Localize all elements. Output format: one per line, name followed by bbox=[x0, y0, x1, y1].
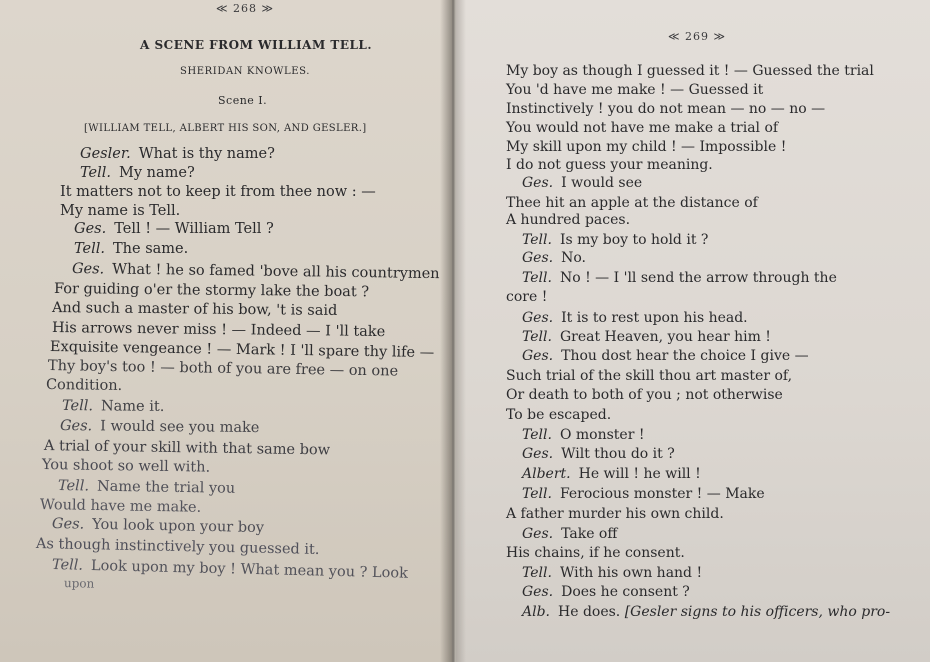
scene-title: A SCENE FROM WILLIAM TELL. bbox=[140, 38, 373, 52]
dialogue: It matters not to keep it from thee now : — bbox=[60, 184, 376, 200]
dialogue: A trial of your skill with that same bow bbox=[43, 438, 331, 459]
speaker: Ges. bbox=[74, 221, 107, 237]
speaker: Tell. bbox=[74, 241, 106, 257]
speaker: Tell. bbox=[57, 478, 90, 495]
dialogue: upon bbox=[63, 576, 95, 591]
text-line bbox=[52, 515, 264, 537]
left-page bbox=[0, 0, 452, 662]
right-page-number: ≪ 269 ≫ bbox=[668, 30, 727, 43]
text-line bbox=[80, 145, 275, 163]
text-line bbox=[522, 465, 701, 483]
book-gutter bbox=[440, 0, 466, 662]
dialogue: You look upon your boy bbox=[92, 516, 265, 537]
text-line bbox=[506, 81, 763, 99]
dialogue: What ! he so famed 'bove all his countrymen bbox=[112, 261, 440, 283]
text-line bbox=[54, 280, 369, 301]
dialogue: My skill upon my child ! — Impossible ! bbox=[506, 139, 787, 155]
dialogue: Does he consent ? bbox=[561, 584, 690, 600]
text-line bbox=[40, 496, 201, 517]
text-line bbox=[74, 240, 188, 258]
speaker: Ges. bbox=[522, 348, 554, 364]
text-line bbox=[506, 367, 792, 385]
speaker: Ges. bbox=[51, 516, 85, 533]
text-line bbox=[506, 100, 825, 118]
dialogue: With his own hand ! bbox=[559, 565, 703, 581]
speaker: Ges. bbox=[522, 584, 554, 600]
speaker: Ges. bbox=[522, 526, 554, 542]
dialogue: His arrows never miss ! — Indeed — I 'll take bbox=[51, 320, 386, 341]
speaker: Ges. bbox=[522, 446, 554, 462]
dialogue: For guiding o'er the stormy lake the boat ? bbox=[53, 281, 370, 301]
text-line bbox=[36, 535, 320, 559]
speaker: Ges. bbox=[522, 310, 554, 326]
text-line bbox=[522, 564, 702, 582]
dialogue: I do not guess your meaning. bbox=[506, 157, 713, 173]
text-line bbox=[506, 288, 547, 306]
dialogue: Take off bbox=[561, 526, 618, 542]
text-line bbox=[52, 299, 338, 320]
dialogue: Is my boy to hold it ? bbox=[559, 232, 709, 248]
dialogue: Condition. bbox=[45, 377, 123, 394]
dialogue: And such a master of his bow, 't is said bbox=[51, 300, 338, 319]
text-line bbox=[52, 319, 385, 341]
text-line bbox=[506, 505, 724, 523]
left-page-number: ≪ 268 ≫ bbox=[216, 2, 275, 15]
dialogue: He will ! he will ! bbox=[578, 466, 701, 482]
text-line bbox=[80, 164, 195, 182]
dialogue: No. bbox=[561, 250, 586, 266]
dialogue: His chains, if he consent. bbox=[506, 545, 685, 561]
dialogue: Name the trial you bbox=[96, 478, 236, 497]
dialogue: What is thy name? bbox=[138, 146, 275, 162]
dialogue: Tell ! — William Tell ? bbox=[114, 221, 274, 237]
dialogue: My boy as though I guessed it ! — Guessed the trial bbox=[506, 63, 874, 79]
dialogue: You 'd have me make ! — Guessed it bbox=[506, 82, 764, 98]
text-line bbox=[60, 202, 180, 220]
text-line bbox=[74, 220, 274, 238]
text-line bbox=[46, 376, 122, 395]
text-line bbox=[506, 62, 874, 80]
scene-heading: Scene I. bbox=[218, 94, 268, 107]
text-line bbox=[62, 397, 165, 416]
text-line bbox=[522, 269, 837, 287]
text-line bbox=[522, 174, 642, 192]
dialogue: To be escaped. bbox=[506, 407, 612, 423]
dialogue: Thou dost hear the choice I give — bbox=[561, 348, 809, 364]
text-line bbox=[72, 260, 440, 283]
dialogue: Ferocious monster ! — Make bbox=[559, 486, 765, 502]
dialogue: Instinctively ! you do not mean — no — no — bbox=[506, 101, 826, 117]
dialogue: core ! bbox=[506, 289, 548, 305]
dialogue: You would not have me make a trial of bbox=[506, 120, 779, 136]
dialogue: A father murder his own child. bbox=[506, 506, 724, 522]
text-line bbox=[522, 309, 748, 327]
dialogue: The same. bbox=[113, 241, 189, 257]
dialogue: He does. bbox=[558, 604, 621, 620]
speaker: Tell. bbox=[522, 427, 552, 443]
text-line bbox=[506, 156, 713, 174]
dialogue: Or death to both of you ; not otherwise bbox=[506, 387, 783, 403]
text-line bbox=[522, 603, 890, 621]
dialogue: Wilt thou do it ? bbox=[561, 446, 675, 462]
text-line bbox=[506, 406, 611, 424]
dialogue: Great Heaven, you hear him ! bbox=[559, 329, 771, 345]
speaker: Tell. bbox=[522, 270, 552, 286]
dialogue: I would see bbox=[561, 175, 643, 191]
dialogue: Thy boy's too ! — both of you are free — on one bbox=[47, 358, 399, 380]
text-line bbox=[522, 426, 644, 444]
dialogue: O monster ! bbox=[559, 427, 645, 443]
text-line bbox=[522, 347, 809, 365]
dialogue: No ! — I 'll send the arrow through the bbox=[559, 270, 837, 286]
speaker: Gesler. bbox=[80, 146, 131, 162]
author-name: SHERIDAN KNOWLES. bbox=[180, 66, 311, 77]
speaker: Tell. bbox=[61, 398, 94, 415]
speaker: Tell. bbox=[522, 232, 552, 248]
speaker: Tell. bbox=[51, 557, 84, 574]
text-line bbox=[506, 544, 685, 562]
text-line bbox=[522, 485, 765, 503]
dialogue: My name is Tell. bbox=[60, 203, 181, 219]
speaker: Alb. bbox=[522, 604, 550, 620]
dialogue: Would have me make. bbox=[39, 497, 202, 516]
dialogue: I would see you make bbox=[100, 418, 260, 437]
dialogue: Look upon my boy ! What mean you ? Look bbox=[90, 557, 409, 582]
dialogue: It is to rest upon his head. bbox=[561, 310, 748, 326]
speaker: Ges. bbox=[522, 250, 554, 266]
text-line bbox=[522, 328, 771, 346]
dialogue: My name? bbox=[119, 165, 195, 181]
cast-list: [WILLIAM TELL, ALBERT HIS SON, AND GESLER.] bbox=[84, 123, 367, 134]
speaker: Tell. bbox=[80, 165, 112, 181]
text-line bbox=[522, 231, 708, 249]
dialogue: Such trial of the skill thou art master of, bbox=[506, 368, 793, 384]
speaker: Ges. bbox=[522, 175, 554, 191]
text-line bbox=[64, 574, 95, 593]
dialogue: Thee hit an apple at the distance of bbox=[506, 195, 758, 211]
speaker: Ges. bbox=[71, 261, 105, 278]
speaker: Tell. bbox=[522, 329, 552, 345]
dialogue: Exquisite vengeance ! — Mark ! I 'll spare thy life — bbox=[49, 339, 435, 362]
speaker: Tell. bbox=[522, 565, 552, 581]
text-line bbox=[522, 445, 675, 463]
text-line bbox=[506, 386, 783, 404]
dialogue: As though instinctively you guessed it. bbox=[35, 536, 320, 558]
text-line bbox=[522, 583, 690, 601]
text-line bbox=[506, 119, 778, 137]
speaker: Ges. bbox=[59, 418, 93, 435]
text-line bbox=[522, 525, 617, 543]
text-line bbox=[506, 211, 630, 229]
text-line bbox=[506, 194, 758, 212]
text-line bbox=[60, 183, 376, 201]
right-page bbox=[456, 0, 930, 662]
stage-direction: [Gesler signs to his officers, who pro- bbox=[624, 604, 891, 620]
text-line bbox=[42, 456, 210, 477]
text-line bbox=[522, 249, 586, 267]
dialogue: Name it. bbox=[100, 398, 165, 415]
speaker: Albert. bbox=[522, 466, 571, 482]
speaker: Tell. bbox=[522, 486, 552, 502]
text-line bbox=[506, 138, 786, 156]
dialogue: You shoot so well with. bbox=[41, 457, 211, 476]
text-line bbox=[52, 556, 408, 583]
text-line bbox=[58, 477, 235, 498]
text-line bbox=[60, 417, 260, 437]
dialogue: A hundred paces. bbox=[506, 212, 631, 228]
